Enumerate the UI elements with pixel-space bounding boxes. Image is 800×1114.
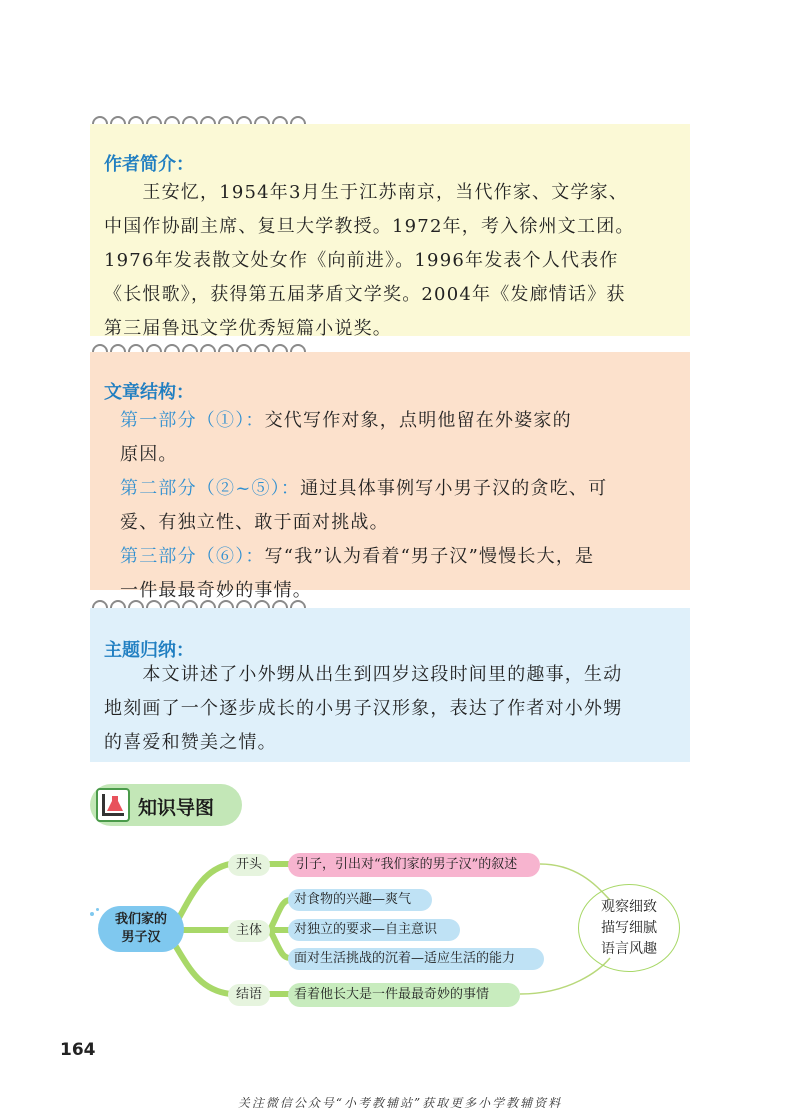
- part-label: 第二部分（②~⑤）：: [120, 478, 301, 499]
- mindmap-center: [98, 906, 184, 952]
- center-line: 我们家的: [114, 912, 167, 927]
- part-text: 写“我”认为看着“男子汉”慢慢长大，是: [264, 546, 595, 567]
- part-label: 第三部分（⑥）：: [120, 546, 265, 567]
- part-line: [120, 472, 676, 506]
- branch-body: 主体: [228, 920, 270, 942]
- leaf-end: 看着他长大是一件最最奇妙的事情: [288, 983, 520, 1007]
- text-line: 1976年发表散文处女作《向前进》。1996年发表个人代表作: [104, 250, 619, 271]
- text-line: 第三届鲁迅文学优秀短篇小说奖。: [104, 318, 392, 339]
- summary-line: 观察细致: [601, 899, 657, 915]
- summary-line: 语言风趣: [601, 941, 657, 957]
- structure-text: [120, 404, 676, 608]
- author-intro-text: [104, 176, 676, 346]
- footer-note: 关注微信公众号“小考教辅站”获取更多小学教辅资料: [237, 1096, 563, 1110]
- leaf-start: 引子，引出对“我们家的男子汉”的叙述: [288, 853, 540, 877]
- leaf-body: 对独立的要求—自主意识: [288, 919, 460, 941]
- mindmap-heading: [90, 784, 242, 826]
- part-cont: 原因。: [120, 444, 178, 465]
- leaf-body: 对食物的兴趣—爽气: [288, 889, 432, 911]
- text-line: 《长恨歌》，获得第五届茅盾文学奖。2004年《发廊情话》获: [104, 284, 626, 305]
- structure-box: [90, 352, 690, 601]
- part-line: [120, 540, 676, 574]
- part-cont: 一件最最奇妙的事情。: [120, 580, 312, 601]
- branch-end: 结语: [228, 984, 270, 1006]
- part-text: 通过具体事例写小男子汉的贪吃、可: [300, 478, 608, 499]
- author-intro-title: 作者简介：: [104, 154, 194, 175]
- text-line: 的喜爱和赞美之情。: [104, 732, 277, 753]
- mindmap-heading-label: 知识导图: [138, 797, 215, 819]
- text-line: 本文讲述了小外甥从出生到四岁这段时间里的趣事，生动: [104, 664, 623, 685]
- decor-dot: [90, 912, 94, 916]
- author-intro-box: [90, 124, 690, 339]
- text-line: 王安忆，1954年3月生于江苏南京，当代作家、文学家、: [104, 182, 629, 203]
- theme-title: 主题归纳：: [104, 640, 194, 661]
- part-text: 交代写作对象，点明他留在外婆家的: [264, 410, 572, 431]
- page-number: 164: [60, 1040, 96, 1060]
- leaf-body: 面对生活挑战的沉着—适应生活的能力: [288, 948, 544, 970]
- center-line: 男子汉: [121, 930, 161, 945]
- theme-box: [90, 608, 690, 762]
- summary-line: 描写细腻: [601, 920, 657, 936]
- structure-title: 文章结构：: [104, 382, 194, 403]
- part-line: [120, 404, 676, 438]
- theme-text: [104, 658, 676, 760]
- text-line: 地刻画了一个逐步成长的小男子汉形象，表达了作者对小外甥: [104, 698, 623, 719]
- mindmap-summary: [578, 884, 680, 972]
- flask-icon: [96, 788, 130, 822]
- decor-dot: [96, 908, 99, 911]
- part-label: 第一部分（①）：: [120, 410, 265, 431]
- text-line: 中国作协副主席、复旦大学教授。1972年，考入徐州文工团。: [104, 216, 635, 237]
- part-cont: 爱、有独立性、敢于面对挑战。: [120, 512, 389, 533]
- branch-start: 开头: [228, 854, 270, 876]
